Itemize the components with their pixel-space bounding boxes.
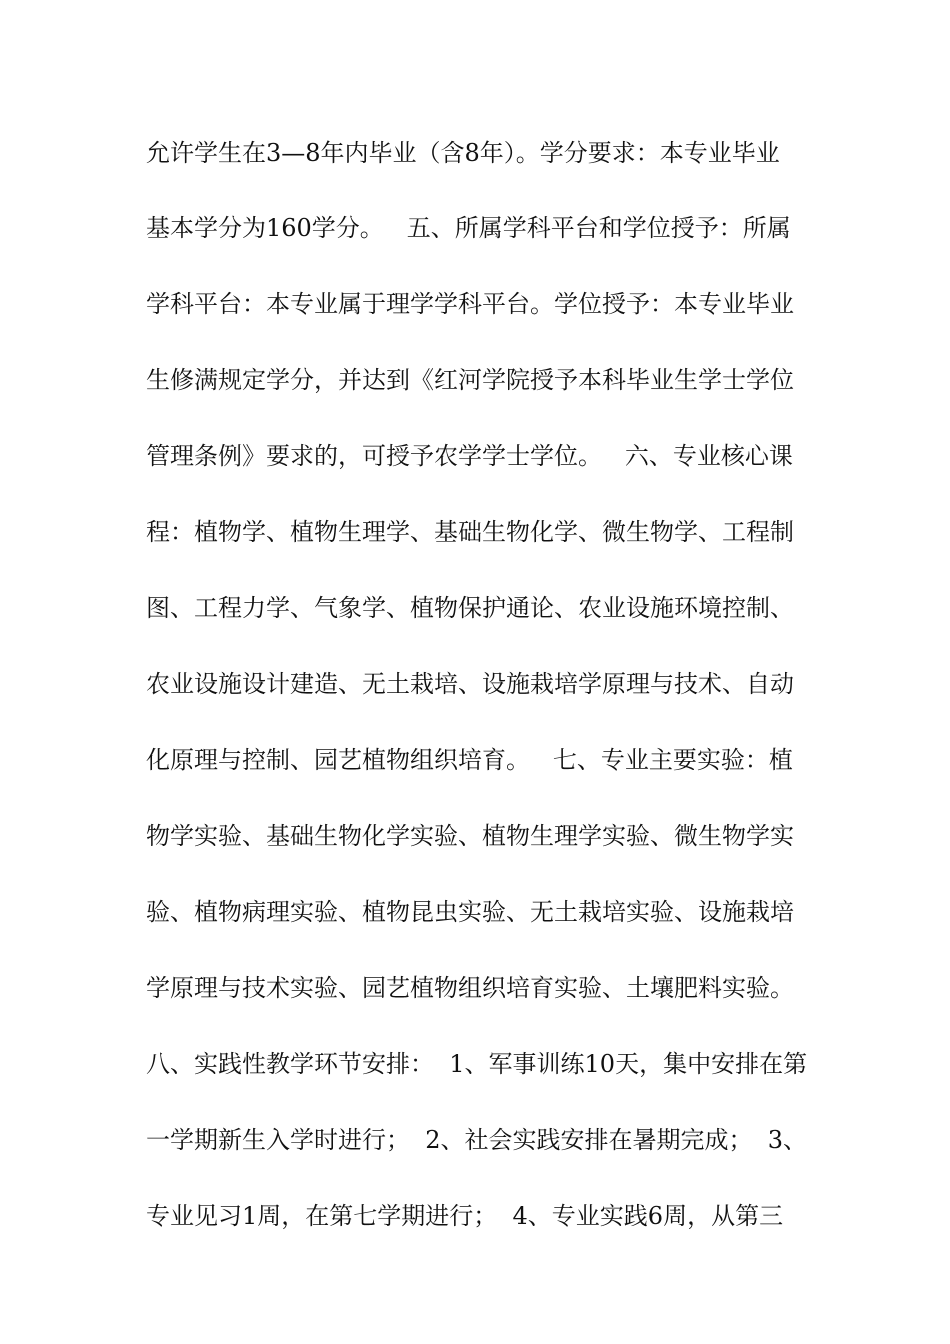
body-text-line: 验、植物病理实验、植物昆虫实验、无土栽培实验、设施栽培 <box>146 898 794 926</box>
body-text-line: 农业设施设计建造、无土栽培、设施栽培学原理与技术、自动 <box>146 670 794 698</box>
body-text-line: 管理条例》要求的，可授予农学学士学位。 六、专业核心课 <box>146 442 793 470</box>
body-text-line: 图、工程力学、气象学、植物保护通论、农业设施环境控制、 <box>146 594 794 622</box>
body-text-line: 程：植物学、植物生理学、基础生物化学、微生物学、工程制 <box>146 518 794 546</box>
body-text-line: 学原理与技术实验、园艺植物组织培育实验、土壤肥料实验。 <box>146 974 794 1002</box>
body-text-line: 一学期新生入学时进行； 2、社会实践安排在暑期完成； 3、 <box>146 1126 808 1154</box>
body-text-line: 基本学分为160学分。 五、所属学科平台和学位授予：所属 <box>146 214 791 242</box>
body-text-line: 八、实践性教学环节安排： 1、军事训练10天，集中安排在第 <box>146 1050 808 1078</box>
body-text-line: 允许学生在3—8年内毕业（含8年）。学分要求：本专业毕业 <box>146 139 780 167</box>
body-text-line: 化原理与控制、园艺植物组织培育。 七、专业主要实验：植 <box>146 746 793 774</box>
body-text-line: 生修满规定学分，并达到《红河学院授予本科毕业生学士学位 <box>146 366 794 394</box>
body-text-line: 学科平台：本专业属于理学学科平台。学位授予：本专业毕业 <box>146 290 794 318</box>
body-text-line: 物学实验、基础生物化学实验、植物生理学实验、微生物学实 <box>146 822 794 850</box>
body-text-line: 专业见习1周，在第七学期进行； 4、专业实践6周，从第三 <box>146 1202 784 1230</box>
